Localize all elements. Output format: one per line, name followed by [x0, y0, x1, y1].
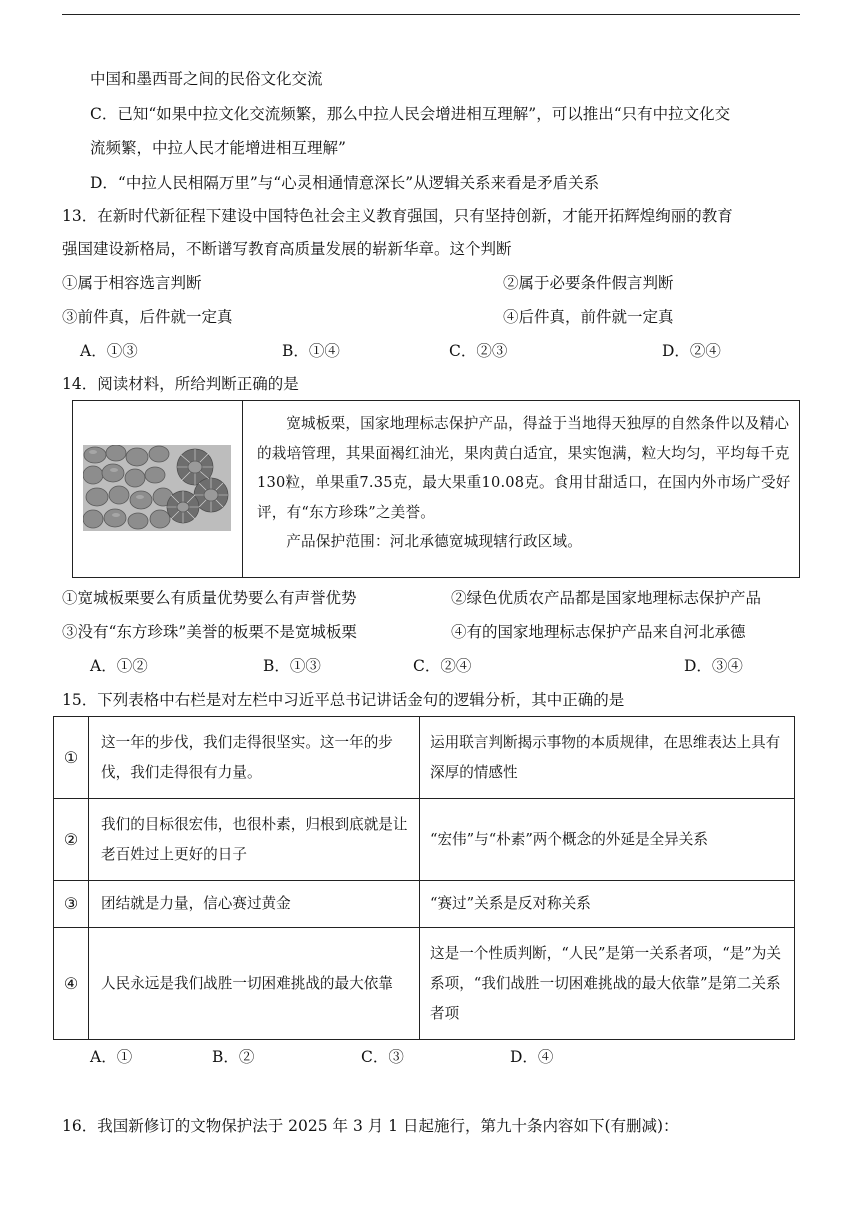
q13-option-b[interactable]: B．①④	[282, 342, 340, 360]
q14-statement-4: ④有的国家地理标志保护产品来自河北承德	[451, 623, 746, 641]
q13-option-d[interactable]: D．②④	[662, 342, 721, 360]
row-number: ④	[54, 928, 89, 1040]
row-number: ①	[54, 717, 89, 799]
chestnut-image	[83, 445, 231, 531]
analysis-cell: 运用联言判断揭示事物的本质规律，在思维表达上具有深厚的情感性	[420, 717, 795, 799]
q15-option-c[interactable]: C．③	[361, 1048, 404, 1066]
q12-option-c-line2: 流频繁，中拉人民才能增进相互理解”	[90, 139, 346, 157]
q15-stem: 15．下列表格中右栏是对左栏中习近平总书记讲话金句的逻辑分析，其中正确的是	[62, 691, 625, 709]
q15-option-b[interactable]: B．②	[212, 1048, 255, 1066]
q14-statement-3: ③没有“东方珍珠”美誉的板栗不是宽城板栗	[62, 623, 357, 641]
row-number: ②	[54, 799, 89, 881]
q16-stem: 16．我国新修订的文物保护法于 2025 年 3 月 1 日起施行，第九十条内容如下(有删减)：	[62, 1117, 679, 1135]
analysis-cell: 这是一个性质判断，“人民”是第一关系者项，“是”为关系项，“我们战胜一切困难挑战的最大依靠”是第二关系者项	[420, 928, 795, 1040]
q14-statement-1: ①宽城板栗要么有质量优势要么有声誉优势	[62, 589, 357, 607]
row-number: ③	[54, 881, 89, 928]
q14-option-d[interactable]: D．③④	[684, 657, 743, 675]
q14-material-box	[72, 400, 800, 578]
q13-stem-line2: 强国建设新格局，不断谱写教育高质量发展的崭新华章。这个判断	[62, 240, 512, 258]
header-rule	[62, 14, 800, 15]
q14-option-c[interactable]: C．②④	[413, 657, 472, 675]
q14-option-b[interactable]: B．①③	[263, 657, 321, 675]
q14-statement-2: ②绿色优质农产品都是国家地理标志保护产品	[451, 589, 762, 607]
table-row	[54, 717, 795, 799]
q15-analysis-table	[53, 716, 795, 1040]
q13-statement-1: ①属于相容选言判断	[62, 274, 202, 292]
q12-option-c-line1: C．已知“如果中拉文化交流频繁，那么中拉人民会增进相互理解”，可以推出“只有中拉文化交	[90, 105, 731, 123]
analysis-cell: “赛过”关系是反对称关系	[420, 881, 795, 928]
q13-statement-2: ②属于必要条件假言判断	[503, 274, 674, 292]
q14-material-paragraph-1: 宽城板栗，国家地理标志保护产品，得益于当地得天独厚的自然条件以及精心的栽培管理，其果面褐红油光，果肉黄白适宜，果实饱满，粒大均匀，平均每千克130粒，单果重7.35克，最大果重10.08克。食用甘甜适口，在国内外市场广受好评，有“东方珍珠”之美誉。	[257, 415, 791, 521]
q14-material-text	[257, 409, 797, 557]
q14-stem: 14．阅读材料，所给判断正确的是	[62, 375, 299, 393]
q13-statement-3: ③前件真，后件就一定真	[62, 308, 233, 326]
q15-option-a[interactable]: A．①	[90, 1048, 133, 1066]
q13-statement-4: ④后件真，前件就一定真	[503, 308, 674, 326]
q12-option-b-continuation: 中国和墨西哥之间的民俗文化交流	[90, 70, 323, 88]
quote-cell: 这一年的步伐，我们走得很坚实。这一年的步伐，我们走得很有力量。	[89, 717, 420, 799]
table-row	[54, 928, 795, 1040]
q13-stem-line1: 13．在新时代新征程下建设中国特色社会主义教育强国，只有坚持创新，才能开拓辉煌绚丽的教育	[62, 207, 733, 225]
table-row	[54, 881, 795, 928]
q14-image-cell	[73, 401, 243, 577]
q13-option-c[interactable]: C．②③	[449, 342, 508, 360]
q14-material-paragraph-2: 产品保护范围：河北承德宽城现辖行政区域。	[286, 533, 583, 550]
q14-option-a[interactable]: A．①②	[90, 657, 148, 675]
q15-option-d[interactable]: D．④	[510, 1048, 554, 1066]
analysis-cell: “宏伟”与“朴素”两个概念的外延是全异关系	[420, 799, 795, 881]
q13-option-a[interactable]: A．①③	[80, 342, 138, 360]
quote-cell: 我们的目标很宏伟，也很朴素，归根到底就是让老百姓过上更好的日子	[89, 799, 420, 881]
quote-cell: 团结就是力量，信心赛过黄金	[89, 881, 420, 928]
table-row	[54, 799, 795, 881]
quote-cell: 人民永远是我们战胜一切困难挑战的最大依靠	[89, 928, 420, 1040]
q12-option-d: D．“中拉人民相隔万里”与“心灵相通情意深长”从逻辑关系来看是矛盾关系	[90, 174, 600, 192]
